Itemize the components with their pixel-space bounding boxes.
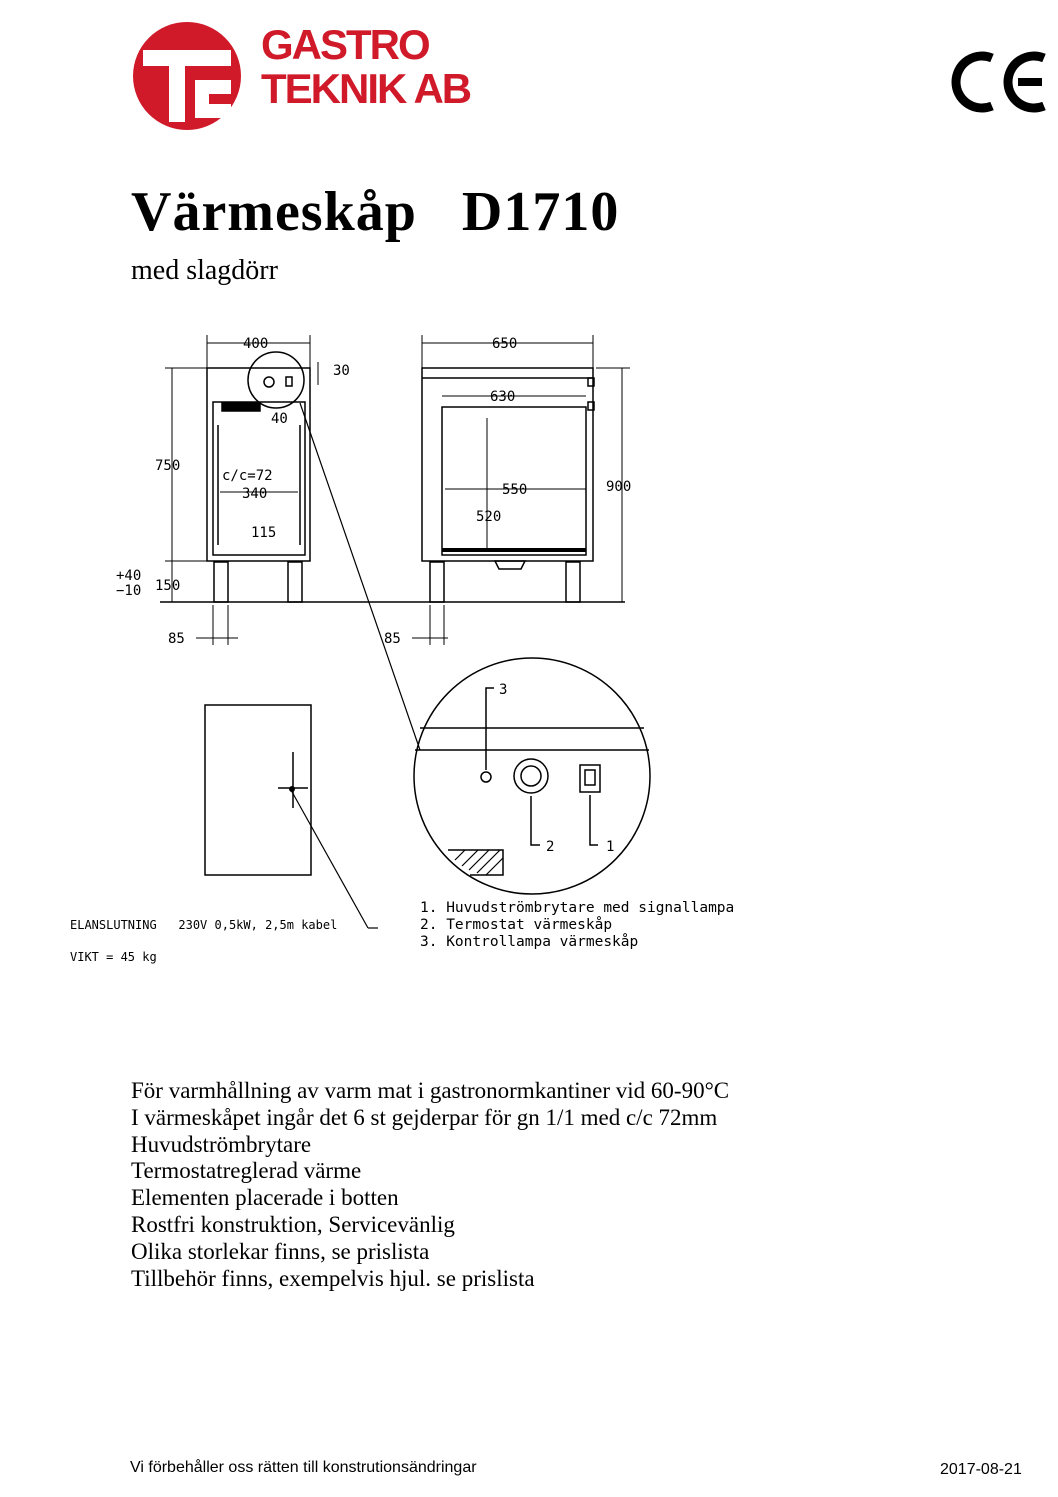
dim-total-height: 900 bbox=[606, 479, 632, 495]
connection-point-icon bbox=[289, 786, 295, 792]
dim-shelf-width: 340 bbox=[242, 486, 268, 502]
brand-name-line2: TEKNIK AB bbox=[261, 65, 471, 112]
dim-front-width: 400 bbox=[243, 336, 269, 352]
control-panel-detail bbox=[414, 658, 650, 894]
feature-list bbox=[131, 1078, 729, 1292]
callout-1: 1 bbox=[606, 839, 615, 855]
dim-leg-height: 150 bbox=[155, 578, 181, 594]
feature-item: Elementen placerade i botten bbox=[131, 1185, 399, 1211]
brand-name-line1: GASTRO bbox=[261, 21, 429, 68]
thermostat-knob-icon bbox=[514, 759, 548, 793]
dim-bottom-gap: 115 bbox=[251, 525, 277, 541]
dim-height-body: 750 bbox=[155, 458, 181, 474]
legend-item: 3. Kontrollampa värmeskåp bbox=[420, 934, 639, 950]
dim-depth-inner: 550 bbox=[502, 482, 528, 498]
feature-item: Termostatreglerad värme bbox=[131, 1158, 362, 1184]
callout-3: 3 bbox=[499, 682, 508, 698]
feature-item: Huvudströmbrytare bbox=[131, 1131, 312, 1157]
floor-plan bbox=[205, 705, 378, 928]
legend-item: 1. Huvudströmbrytare med signallampa bbox=[420, 900, 735, 916]
electrical-spec: ELANSLUTNING 230V 0,5kW, 2,5m kabel bbox=[70, 918, 338, 932]
legend-item: 2. Termostat värmeskåp bbox=[420, 917, 613, 933]
dim-shelf-pitch: c/c=72 bbox=[222, 468, 273, 484]
footer-disclaimer: Vi förbehåller oss rätten till konstrutionsändringar bbox=[130, 1459, 477, 1476]
main-switch-icon bbox=[580, 765, 600, 792]
dim-leg-inset-side: 85 bbox=[384, 631, 401, 647]
dim-leg-adjust-down: −10 bbox=[116, 583, 142, 599]
dim-leg-adjust-up: +40 bbox=[116, 568, 142, 584]
dim-inner-height: 520 bbox=[476, 509, 502, 525]
callout-2: 2 bbox=[546, 839, 555, 855]
dim-depth-total: 650 bbox=[492, 336, 518, 352]
component-legend bbox=[420, 900, 734, 951]
dim-panel-offset: 30 bbox=[333, 363, 350, 379]
dim-leg-inset-front: 85 bbox=[168, 631, 185, 647]
footer-date: 2017-08-21 bbox=[940, 1461, 1022, 1478]
feature-item: Tillbehör finns, exempelvis hjul. se prislista bbox=[131, 1265, 535, 1291]
dim-depth-top: 630 bbox=[490, 389, 516, 405]
feature-item: Olika storlekar finns, se prislista bbox=[131, 1238, 430, 1264]
feature-item: För varmhållning av varm mat i gastronormkantiner vid 60-90°C bbox=[131, 1078, 730, 1103]
feature-item: Rostfri konstruktion, Servicevänlig bbox=[131, 1211, 455, 1237]
product-title: Värmeskåp D1710 bbox=[131, 181, 620, 243]
feature-item: I värmeskåpet ingår det 6 st gejderpar för gn 1/1 med c/c 72mm bbox=[131, 1104, 718, 1130]
dim-shelf-inset: 40 bbox=[271, 411, 288, 427]
weight-spec: VIKT = 45 kg bbox=[70, 950, 157, 964]
product-subtitle: med slagdörr bbox=[131, 255, 278, 286]
indicator-lamp-icon bbox=[481, 772, 491, 782]
